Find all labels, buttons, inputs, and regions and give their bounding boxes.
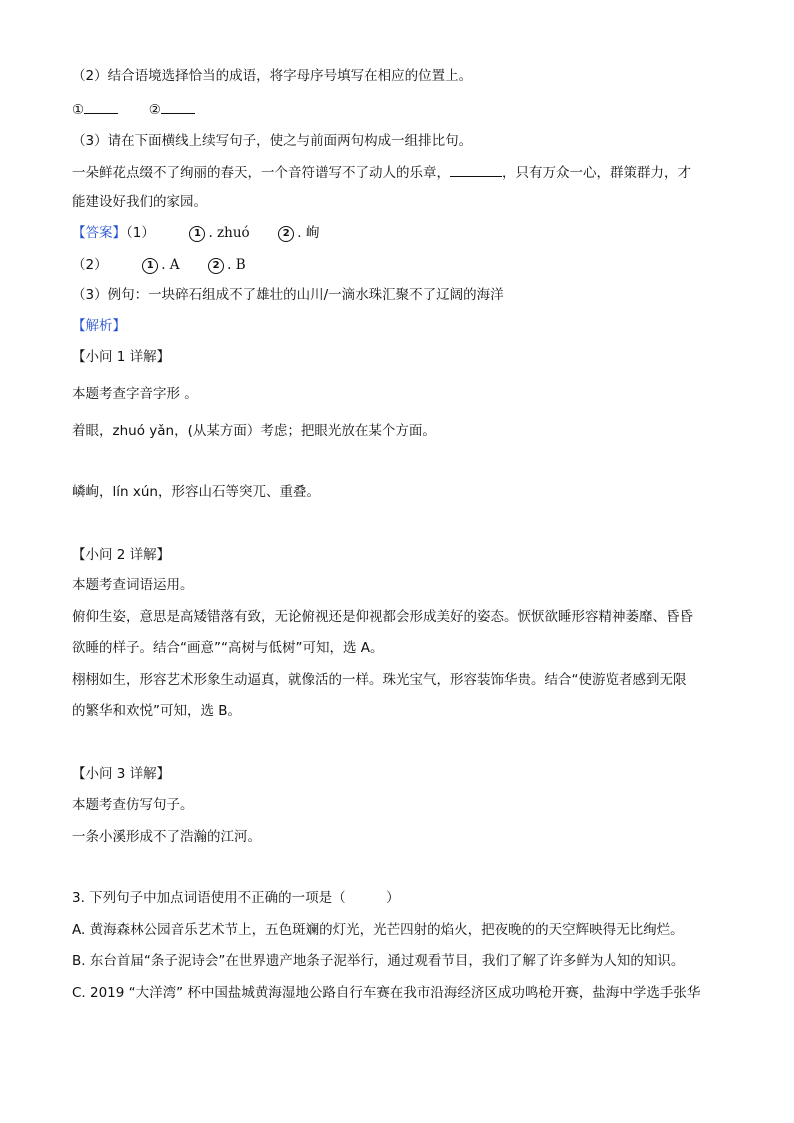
- subquestion-1-title: 【小问 1 详解】: [72, 349, 171, 365]
- answer-blanks-line: [72, 99, 195, 120]
- option-b: B. 东台首届“条子泥诗会”在世界遗产地条子泥举行，通过观看节目，我们了解了许多鲜为人知的知识。: [72, 953, 685, 969]
- question-2-prompt: （2）结合语境选择恰当的成语，将字母序号填写在相应的位置上。: [72, 68, 473, 84]
- blank-2-label: ②: [148, 102, 161, 118]
- option-c: C. 2019 “大洋湾” 杯中国盐城黄海湿地公路自行车赛在我市沿海经济区成功鸣枪开赛，盐海中学选手张华: [72, 985, 701, 1001]
- sentence-part-2: ，只有万众一心，群策群力，才: [502, 165, 691, 181]
- sentence-part-1: 一朵鲜花点缀不了绚丽的春天，一个音符谱写不了动人的乐章，: [72, 165, 450, 181]
- answer-1-2: . 峋: [297, 225, 320, 241]
- sentence-line-2: 能建设好我们的家园。: [72, 194, 207, 210]
- subquestion-3-title: 【小问 3 详解】: [72, 766, 171, 782]
- answer-tag: 【答案】: [72, 225, 126, 241]
- answer-1-1-number: 1: [189, 226, 205, 242]
- answer-2-label: （2）: [72, 257, 108, 273]
- answer-2-1-number: 1: [142, 258, 158, 274]
- subquestion-1-line-1: 本题考查字音字形 。: [72, 386, 198, 402]
- subquestion-1-line-2: 着眼，zhuó yǎn，(从某方面）考虑；把眼光放在某个方面。: [72, 423, 436, 439]
- option-a: A. 黄海森林公园音乐艺术节上，五色斑斓的灯光，光芒四射的焰火，把夜晚的的天空辉映得无比绚烂。: [72, 922, 684, 938]
- subquestion-2-line-2: 俯仰生姿，意思是高矮错落有致，无论俯视还是仰视都会形成美好的姿态。恹恹欲睡形容精神萎靡、昏昏: [72, 609, 693, 625]
- question-3-stem: 3. 下列句子中加点词语使用不正确的一项是（ ）: [72, 890, 400, 906]
- answer-2-1: . A: [161, 257, 180, 273]
- sentence-line-1: [72, 162, 691, 183]
- answer-1-label: （1）: [126, 225, 155, 241]
- analysis-tag: 【解析】: [72, 318, 126, 334]
- answer-2-2-number: 2: [208, 258, 224, 274]
- question-3-prompt: （3）请在下面横线上续写句子，使之与前面两句构成一组排比句。: [72, 133, 473, 149]
- subquestion-3-line-2: 一条小溪形成不了浩瀚的江河。: [72, 829, 261, 845]
- subquestion-1-line-3: 嶙峋，lín xún，形容山石等突兀、重叠。: [72, 484, 320, 500]
- subquestion-2-line-3: 欲睡的样子。结合“画意”“高树与低树”可知，选 A。: [72, 640, 384, 656]
- answer-2-2: . B: [227, 257, 246, 273]
- blank-2[interactable]: [161, 99, 195, 114]
- subquestion-2-line-4: 栩栩如生，形容艺术形象生动逼真，就像活的一样。珠光宝气，形容装饰华贵。结合“使游览者感到无限: [72, 672, 687, 688]
- answer-line-1: [72, 223, 319, 243]
- subquestion-2-title: 【小问 2 详解】: [72, 547, 171, 563]
- subquestion-3-line-1: 本题考查仿写句子。: [72, 797, 194, 813]
- subquestion-2-line-1: 本题考查词语运用。: [72, 577, 194, 593]
- sentence-blank[interactable]: [450, 162, 502, 177]
- answer-line-2: [72, 255, 246, 275]
- blank-1-label: ①: [72, 102, 85, 118]
- answer-1-2-number: 2: [278, 226, 294, 242]
- answer-line-3: （3）例句：一块碎石组成不了雄壮的山川/一滴水珠汇聚不了辽阔的海洋: [72, 287, 504, 303]
- subquestion-2-line-5: 的繁华和欢悦”可知，选 B。: [72, 703, 242, 719]
- blank-1[interactable]: [84, 99, 118, 114]
- answer-1-1: . zhuó: [208, 225, 250, 241]
